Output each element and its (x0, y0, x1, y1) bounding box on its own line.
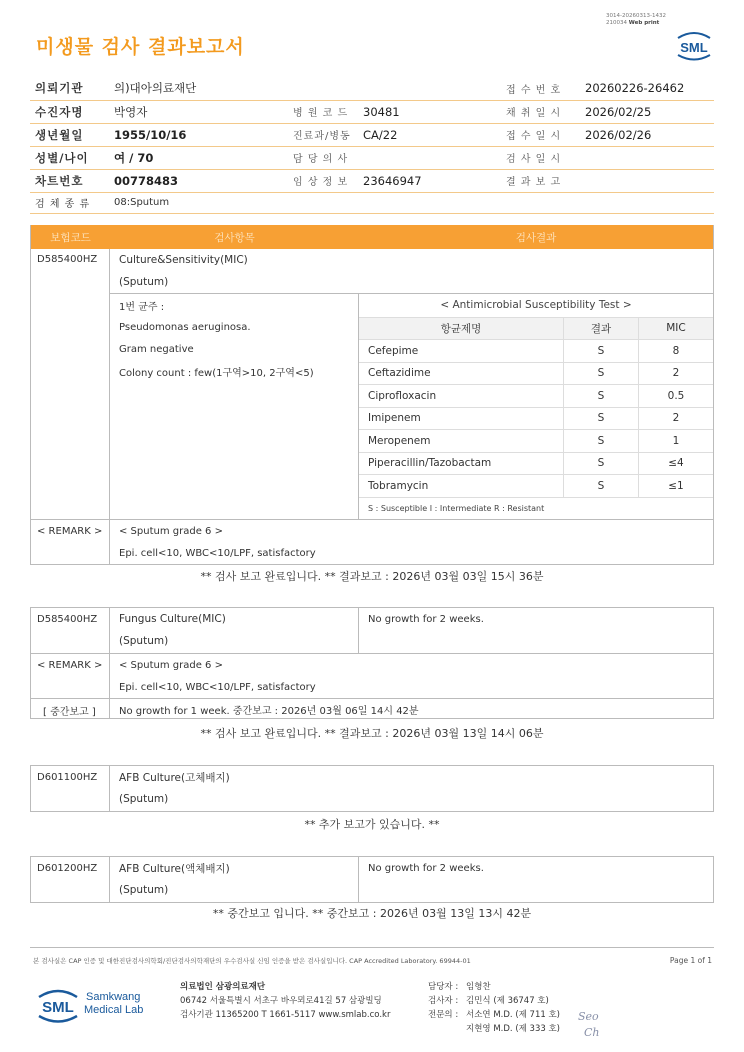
info-value: CA/22 (358, 123, 501, 146)
sml-logo (674, 30, 714, 62)
info-label: 접 수 번 호 (501, 77, 580, 100)
insurance-code: D601100HZ (31, 766, 110, 811)
svg-text:SML: SML (680, 40, 708, 55)
antibiotic-name: Cefepime (359, 340, 564, 362)
ast-mic: 2 (672, 367, 680, 380)
test-fungus-culture (30, 607, 714, 719)
ast-row (359, 429, 713, 452)
test-culture-sensitivity (30, 225, 714, 565)
ast-result: S (564, 453, 639, 475)
samkwang-logo (36, 985, 156, 1025)
ast-result: S (564, 430, 639, 452)
info-label: 검 사 일 시 (501, 146, 580, 169)
info-value: 의)대아의료재단 (109, 77, 288, 100)
staff-entry: 지현영 M.D. (제 333 호) (466, 1024, 561, 1034)
ast-row (359, 474, 713, 497)
ast-title: < Antimicrobial Susceptibility Test > (440, 299, 632, 312)
info-value: 2026/02/26 (580, 123, 714, 146)
info-value: 30481 (358, 100, 501, 123)
specimen-value: 08:Sputum (109, 192, 714, 213)
test1-status: ** 검사 보고 완료입니다. ** 결과보고 : 2026년 03월 03일 15시 36분 (200, 570, 544, 583)
staff-signatures (428, 980, 560, 1036)
remark-cells: Epi. cell<10, WBC<10/LPF, satisfactory (119, 681, 316, 693)
info-value: 20260226-26462 (580, 77, 714, 100)
remark-grade: < Sputum grade 6 > (119, 525, 223, 537)
info-label: 채 취 일 시 (501, 100, 580, 123)
info-value: 2026/02/25 (580, 100, 714, 123)
ast-legend: S : Susceptible I : Intermediate R : Resistant (359, 497, 713, 520)
info-label: 담 당 의 사 (288, 146, 358, 169)
info-label: 접 수 일 시 (501, 123, 580, 146)
ast-mic: 8 (672, 344, 680, 357)
staff-entry: 전문의 : 서소연 M.D. (제 711 호) (428, 1010, 561, 1020)
test3-status: ** 추가 보고가 있습니다. ** (304, 818, 440, 831)
ast-result: S (564, 340, 639, 362)
ast-row (359, 407, 713, 430)
ast-mic: ≤1 (668, 479, 684, 492)
svg-text:Medical Lab: Medical Lab (84, 1004, 144, 1016)
antibiotic-name: Piperacillin/Tazobactam (359, 453, 564, 475)
test-result: No growth for 2 weeks. (368, 614, 484, 625)
info-value: 여 / 70 (109, 146, 288, 169)
patient-info-row (30, 146, 714, 169)
patient-info-row (30, 123, 714, 146)
patient-info-row (30, 100, 714, 123)
patient-info-row (30, 169, 714, 192)
antibiotic-name: Meropenem (359, 430, 564, 452)
accreditation-note: 본 검사실은 CAP 인증 및 대한진단검사의학회/진단검사의학재단의 우수검사실 신임 인증을 받은 검사실입니다. CAP Accredited Laboratory. 69944-01 (33, 957, 471, 965)
remark-label: < REMARK > (31, 520, 110, 542)
ast-table (359, 294, 713, 519)
ast-mic: 0.5 (667, 389, 685, 402)
ast-mic: 2 (672, 412, 680, 425)
info-label: 생년월일 (30, 123, 109, 146)
info-label: 의뢰기관 (30, 77, 109, 100)
antibiotic-name: Imipenem (359, 408, 564, 430)
footer-divider (30, 947, 714, 948)
info-value: 23646947 (358, 169, 501, 192)
ast-result: S (564, 408, 639, 430)
organism-info: 1번 균주 : Pseudomonas aeruginosa. Gram negative Colony count : few(1구역>10, 2구역<5) (110, 294, 359, 519)
test2-status: ** 검사 보고 완료입니다. ** 결과보고 : 2026년 03월 13일 14시 06분 (200, 727, 544, 740)
antibiotic-name: Tobramycin (359, 475, 564, 497)
ast-row (359, 339, 713, 362)
test-specimen: (Sputum) (119, 884, 169, 896)
test-result: No growth for 2 weeks. (368, 863, 484, 874)
remark-label: < REMARK > (31, 654, 110, 676)
test-name: AFB Culture(액체배지) (119, 862, 230, 875)
staff-entry: 담당자 : 임형찬 (428, 982, 491, 992)
ast-row (359, 452, 713, 475)
staff-entry: 검사자 : 김민식 (제 36747 호) (428, 996, 549, 1006)
remark-grade: < Sputum grade 6 > (119, 659, 223, 671)
test-name: AFB Culture(고체배지) (119, 771, 230, 784)
info-label: 수진자명 (30, 100, 109, 123)
info-label: 임 상 정 보 (288, 169, 358, 192)
ast-mic: ≤4 (668, 457, 684, 470)
test-name: Fungus Culture(MIC) (119, 613, 226, 625)
info-value: 1955/10/16 (109, 123, 288, 146)
test-name: Culture&Sensitivity(MIC) (119, 254, 248, 266)
info-label: 성별/나이 (30, 146, 109, 169)
ast-result: S (564, 475, 639, 497)
interim-report: No growth for 1 week. 중간보고 : 2026년 03월 06일 14시 42분 (119, 705, 419, 717)
signature-2: Ch (584, 1026, 600, 1039)
test4-status: ** 중간보고 입니다. ** 중간보고 : 2026년 03월 13일 13시 42분 (212, 907, 532, 920)
info-label: 병 원 코 드 (288, 100, 358, 123)
info-label: 결 과 보 고 (501, 169, 580, 192)
lab-address: 의료법인 삼광의료재단 06742 서울특별시 서초구 바우뫼로41길 57 삼광빌딩 검사기관 11365200 T 1661-5117 www.smlab.co.kr (180, 982, 391, 1020)
info-label (288, 77, 358, 100)
info-value: 00778483 (109, 169, 288, 192)
antibiotic-name: Ceftazidime (359, 363, 564, 385)
info-value (580, 169, 714, 192)
info-value: 박영자 (109, 100, 288, 123)
report-title: 미생물 검사 결과보고서 (36, 36, 245, 58)
specimen-row (30, 192, 714, 213)
report-code: 3014-20260313-1432 210034 Web print (606, 13, 666, 26)
insurance-code: D585400HZ (31, 249, 110, 519)
insurance-code: D601200HZ (31, 857, 110, 902)
antibiotic-name: Ciprofloxacin (359, 385, 564, 407)
info-value (358, 146, 501, 169)
ast-row (359, 384, 713, 407)
test-specimen: (Sputum) (119, 635, 169, 647)
info-value (358, 77, 501, 100)
info-label: 진료과/병동 (288, 123, 358, 146)
specimen-label: 검 체 종 류 (30, 192, 109, 213)
test-afb-solid (30, 765, 714, 812)
patient-info-table (30, 77, 714, 214)
insurance-code: D585400HZ (31, 608, 110, 653)
remark-cells: Epi. cell<10, WBC<10/LPF, satisfactory (119, 547, 316, 559)
ast-header-row: 항균제명 결과 MIC (359, 317, 713, 340)
results-table-header: 보험코드 검사항목 검사결과 (31, 225, 713, 249)
test-specimen: (Sputum) (119, 276, 169, 288)
info-label: 차트번호 (30, 169, 109, 192)
page-number: Page 1 of 1 (669, 956, 712, 965)
ast-mic: 1 (672, 434, 680, 447)
info-value (580, 146, 714, 169)
ast-result: S (564, 363, 639, 385)
patient-info-row (30, 77, 714, 100)
test-specimen: (Sputum) (119, 793, 169, 805)
ast-row (359, 362, 713, 385)
svg-text:Samkwang: Samkwang (86, 991, 141, 1003)
signature-1: Seo (578, 1010, 599, 1023)
svg-text:SML: SML (42, 999, 74, 1016)
ast-result: S (564, 385, 639, 407)
test-afb-liquid (30, 856, 714, 903)
interim-label: [ 중간보고 ] (31, 699, 110, 718)
